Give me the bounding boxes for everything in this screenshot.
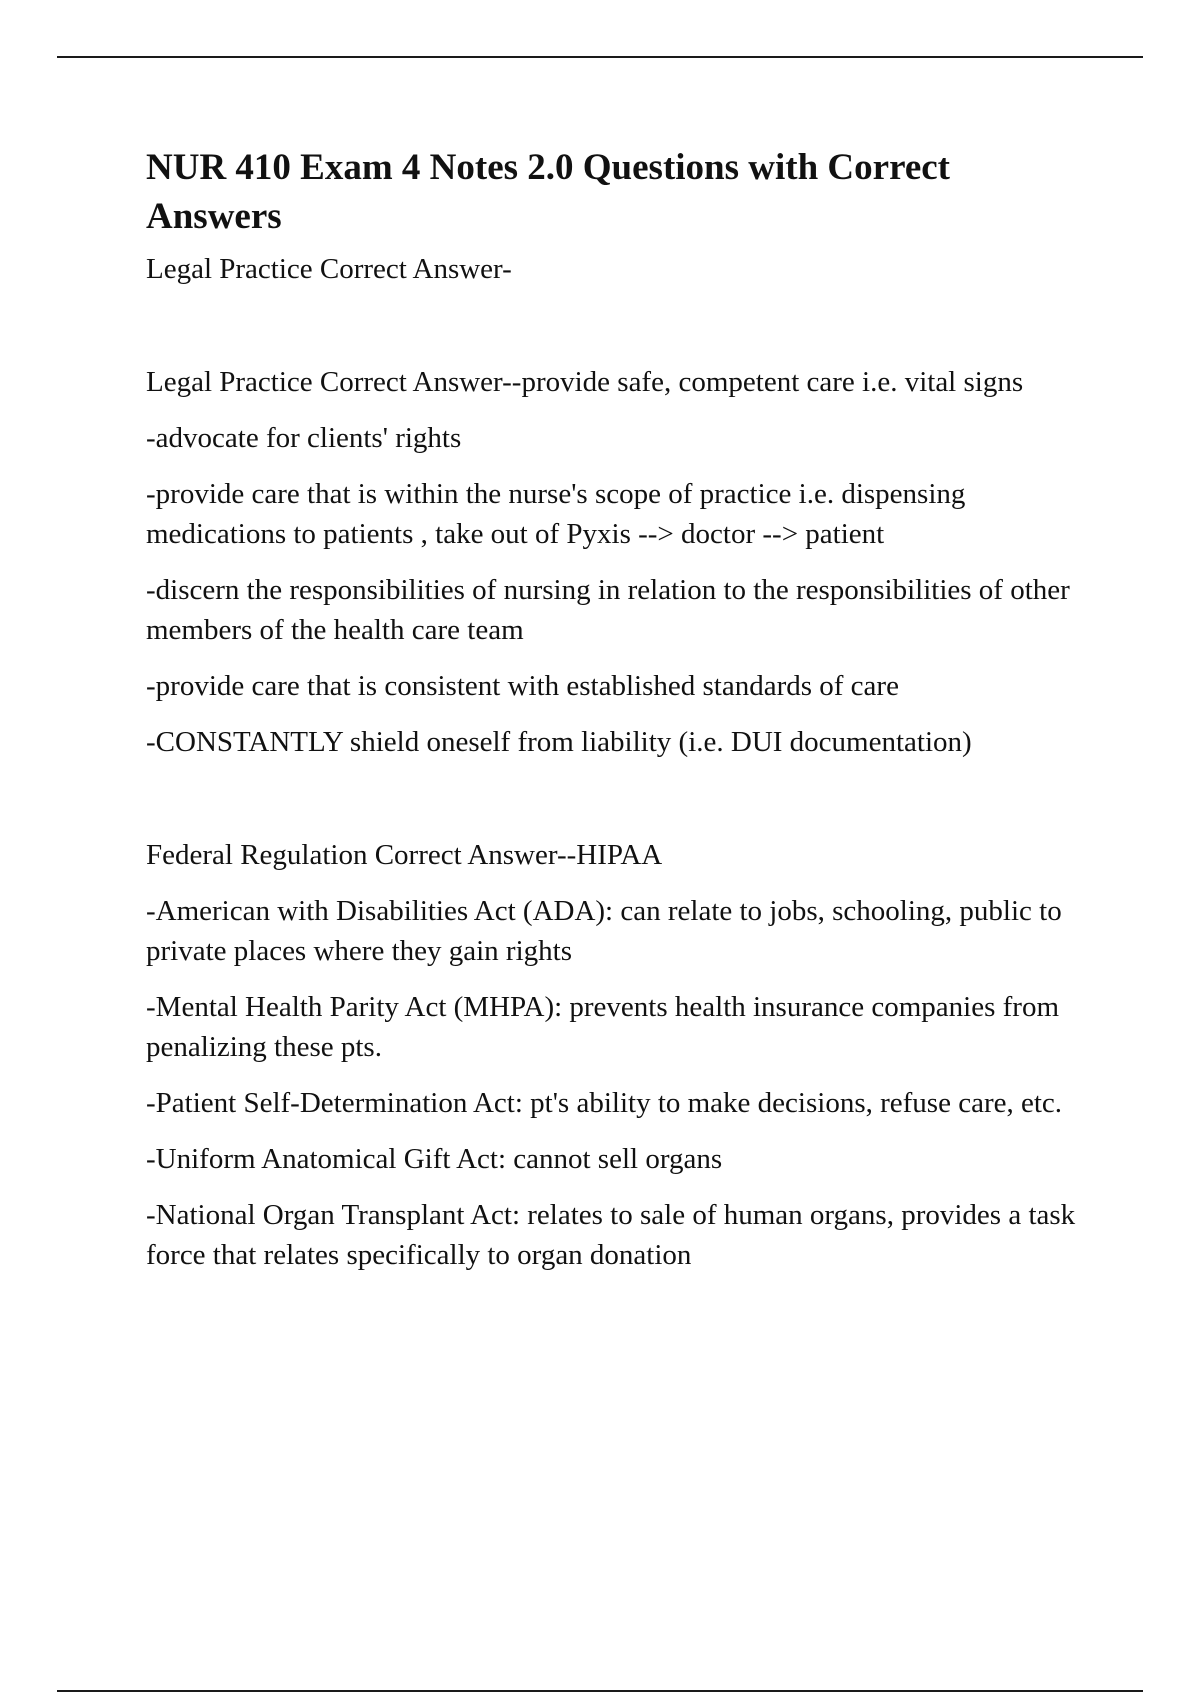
intro-question: Legal Practice Correct Answer- bbox=[146, 253, 512, 285]
list-item: -provide care that is within the nurse's scope of practice i.e. dispensing medications to patients , take out of Pyxis --> doctor --> patient bbox=[146, 478, 966, 550]
federal-regulation-answer: Federal Regulation Correct Answer--HIPAA bbox=[146, 839, 663, 871]
list-item: -advocate for clients' rights bbox=[146, 422, 462, 454]
list-item: -discern the responsibilities of nursing in relation to the responsibilities of other members of the health care team bbox=[146, 574, 1070, 646]
list-item: -American with Disabilities Act (ADA): can relate to jobs, schooling, public to private places where they gain rights bbox=[146, 895, 1062, 967]
header-rule bbox=[57, 56, 1143, 58]
list-item: -provide care that is consistent with established standards of care bbox=[146, 670, 899, 702]
document-title: NUR 410 Exam 4 Notes 2.0 Questions with Correct Answers bbox=[146, 147, 950, 237]
list-item: -National Organ Transplant Act: relates to sale of human organs, provides a task force that relates specifically to organ donation bbox=[146, 1199, 1076, 1271]
legal-practice-section bbox=[146, 362, 1086, 762]
list-item: -CONSTANTLY shield oneself from liability (i.e. DUI documentation) bbox=[146, 726, 972, 758]
footer-rule bbox=[57, 1690, 1143, 1692]
list-item: -Patient Self-Determination Act: pt's ability to make decisions, refuse care, etc. bbox=[146, 1087, 1063, 1119]
list-item: -Mental Health Parity Act (MHPA): prevents health insurance companies from penalizing these pts. bbox=[146, 991, 1060, 1063]
legal-practice-answer: Legal Practice Correct Answer--provide safe, competent care i.e. vital signs bbox=[146, 366, 1024, 398]
list-item: -Uniform Anatomical Gift Act: cannot sell organs bbox=[146, 1143, 723, 1175]
federal-regulation-section bbox=[146, 835, 1086, 1275]
document-body bbox=[146, 143, 1086, 1275]
